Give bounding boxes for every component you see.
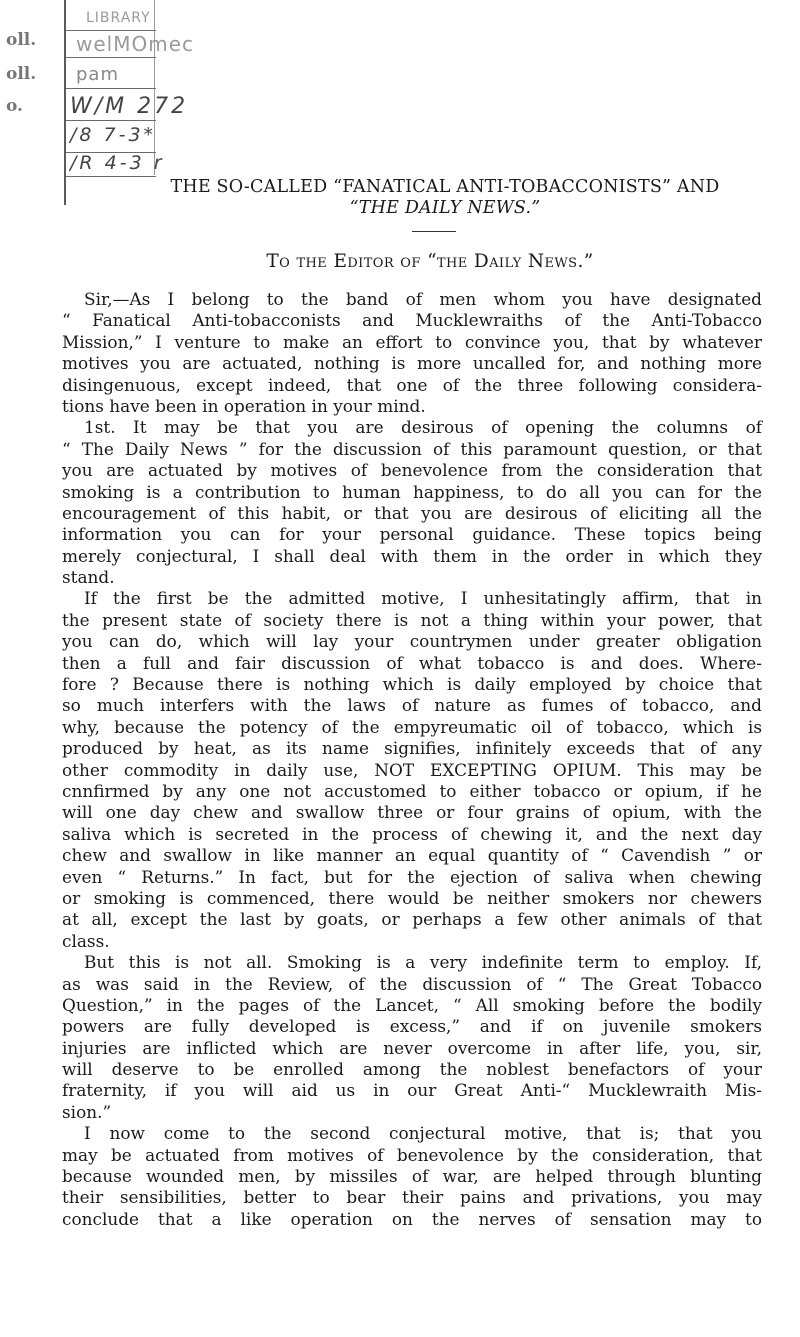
text-line: If the first be the admitted motive, I unhesitatingly affirm, that in xyxy=(84,588,762,609)
salutation: To the Editor of “the Daily News.” xyxy=(266,251,594,272)
text-line: other commodity in daily use, NOT EXCEPTING OPIUM. This may be xyxy=(62,759,762,780)
text-line: fore ? Because there is nothing which is daily employed by choice that xyxy=(62,674,762,695)
text-line: at all, except the last by goats, or perhaps a few other animals of that xyxy=(62,909,762,930)
text-line: Sir,—As I belong to the band of men whom you have designated xyxy=(84,289,762,309)
text-line: chew and swallow in like manner an equal quantity of “ Cavendish ” or xyxy=(62,845,762,866)
text-line: their sensibilities, better to bear their pains and privations, you may xyxy=(62,1187,762,1208)
stamp-rule xyxy=(66,88,156,89)
text-line: “ Fanatical Anti-tobacconists and Mucklewraiths of the Anti-Tobacco xyxy=(62,310,762,331)
text-line: Question,” in the pages of the Lancet, “ All smoking before the bodily xyxy=(62,994,762,1015)
text-line: But this is not all. Smoking is a very indefinite term to employ. If, xyxy=(84,952,762,973)
text-line: then a full and fair discussion of what tobacco is and does. Where- xyxy=(62,652,762,673)
stamp-pam-text: pam xyxy=(76,64,119,85)
article-heading xyxy=(100,177,790,219)
text-line: smoking is a contribution to human happiness, to do all you can for the xyxy=(62,481,762,502)
text-line: sion.” xyxy=(62,1101,112,1122)
stamp-rule xyxy=(66,57,156,58)
text-line: so much interfers with the laws of nature as fumes of tobacco, and xyxy=(62,695,762,716)
text-line: motives you are actuated, nothing is more uncalled for, and nothing more xyxy=(62,353,762,374)
shelf-mark: /R 4-3 r xyxy=(70,152,165,174)
text-line: powers are fully developed is excess,” and if on juvenile smokers xyxy=(62,1016,762,1037)
text-line: disingenuous, except indeed, that one of the three following considera- xyxy=(62,374,762,395)
text-line: the present state of society there is not a thing within your power, that xyxy=(62,609,762,630)
heading-rule xyxy=(412,231,456,232)
stamp-rule xyxy=(66,30,156,31)
text-line: “ The Daily News ” for the discussion of this paramount question, or that xyxy=(62,438,762,459)
text-line: tions have been in operation in your mind. xyxy=(62,395,426,416)
text-line: even “ Returns.” In fact, but for the ejection of saliva when chewing xyxy=(62,866,762,887)
text-line: stand. xyxy=(62,567,115,588)
text-line: cnnfirmed by any one not accustomed to either tobacco or opium, if he xyxy=(62,780,762,801)
stamp-side-label: oll. xyxy=(6,30,37,50)
text-line: merely conjectural, I shall deal with them in the order in which they xyxy=(62,545,762,566)
text-line: conclude that a like operation on the nerves of sensation may to xyxy=(62,1208,762,1229)
text-line: as was said in the Review, of the discussion of “ The Great Tobacco xyxy=(62,973,762,994)
text-line: class. xyxy=(62,930,110,951)
heading-line-2: “THE DAILY NEWS.” xyxy=(349,198,541,218)
shelf-mark: /8 7-3* xyxy=(70,124,157,146)
text-line: you can do, which will lay your countrymen under greater obligation xyxy=(62,631,762,652)
text-line: because wounded men, by missiles of war, are helped through blunting xyxy=(62,1166,762,1187)
text-line: I now come to the second conjectural motive, that is; that you xyxy=(84,1123,762,1144)
text-line: will one day chew and swallow three or four grains of opium, with the xyxy=(62,802,762,823)
stamp-wellcome-text: welMOmec xyxy=(76,32,194,56)
text-line: saliva which is secreted in the process of chewing it, and the next day xyxy=(62,823,762,844)
stamp-library-text: LIBRARY xyxy=(86,10,151,26)
text-line: injuries are inflicted which are never overcome in after life, you, sir, xyxy=(62,1037,762,1058)
shelf-mark: W/M 272 xyxy=(70,94,189,119)
stamp-rule xyxy=(66,120,156,121)
text-line: may be actuated from motives of benevolence by the consideration, that xyxy=(62,1144,762,1165)
text-line: encouragement of this habit, or that you are desirous of eliciting all the xyxy=(62,502,762,523)
letter-body xyxy=(62,289,762,1230)
text-line: produced by heat, as its name signifies, infinitely exceeds that of any xyxy=(62,738,762,759)
text-line: will deserve to be enrolled among the noblest benefactors of your xyxy=(62,1059,762,1080)
text-line: why, because the potency of the empyreumatic oil of tobacco, which is xyxy=(62,716,762,737)
stamp-side-label: o. xyxy=(6,96,23,116)
text-line: Mission,” I venture to make an effort to convince you, that by whatever xyxy=(62,331,762,352)
text-line: 1st. It may be that you are desirous of opening the columns of xyxy=(84,417,762,438)
text-line: you are actuated by motives of benevolence from the consideration that xyxy=(62,460,762,481)
text-line: fraternity, if you will aid us in our Great Anti-“ Mucklewraith Mis- xyxy=(62,1080,762,1101)
text-line: information you can for your personal guidance. These topics being xyxy=(62,524,762,545)
heading-line-1: THE SO-CALLED “FANATICAL ANTI-TOBACCONISTS” AND xyxy=(170,177,720,197)
text-line: or smoking is commenced, there would be neither smokers nor chewers xyxy=(62,887,762,908)
stamp-side-label: oll. xyxy=(6,64,37,84)
